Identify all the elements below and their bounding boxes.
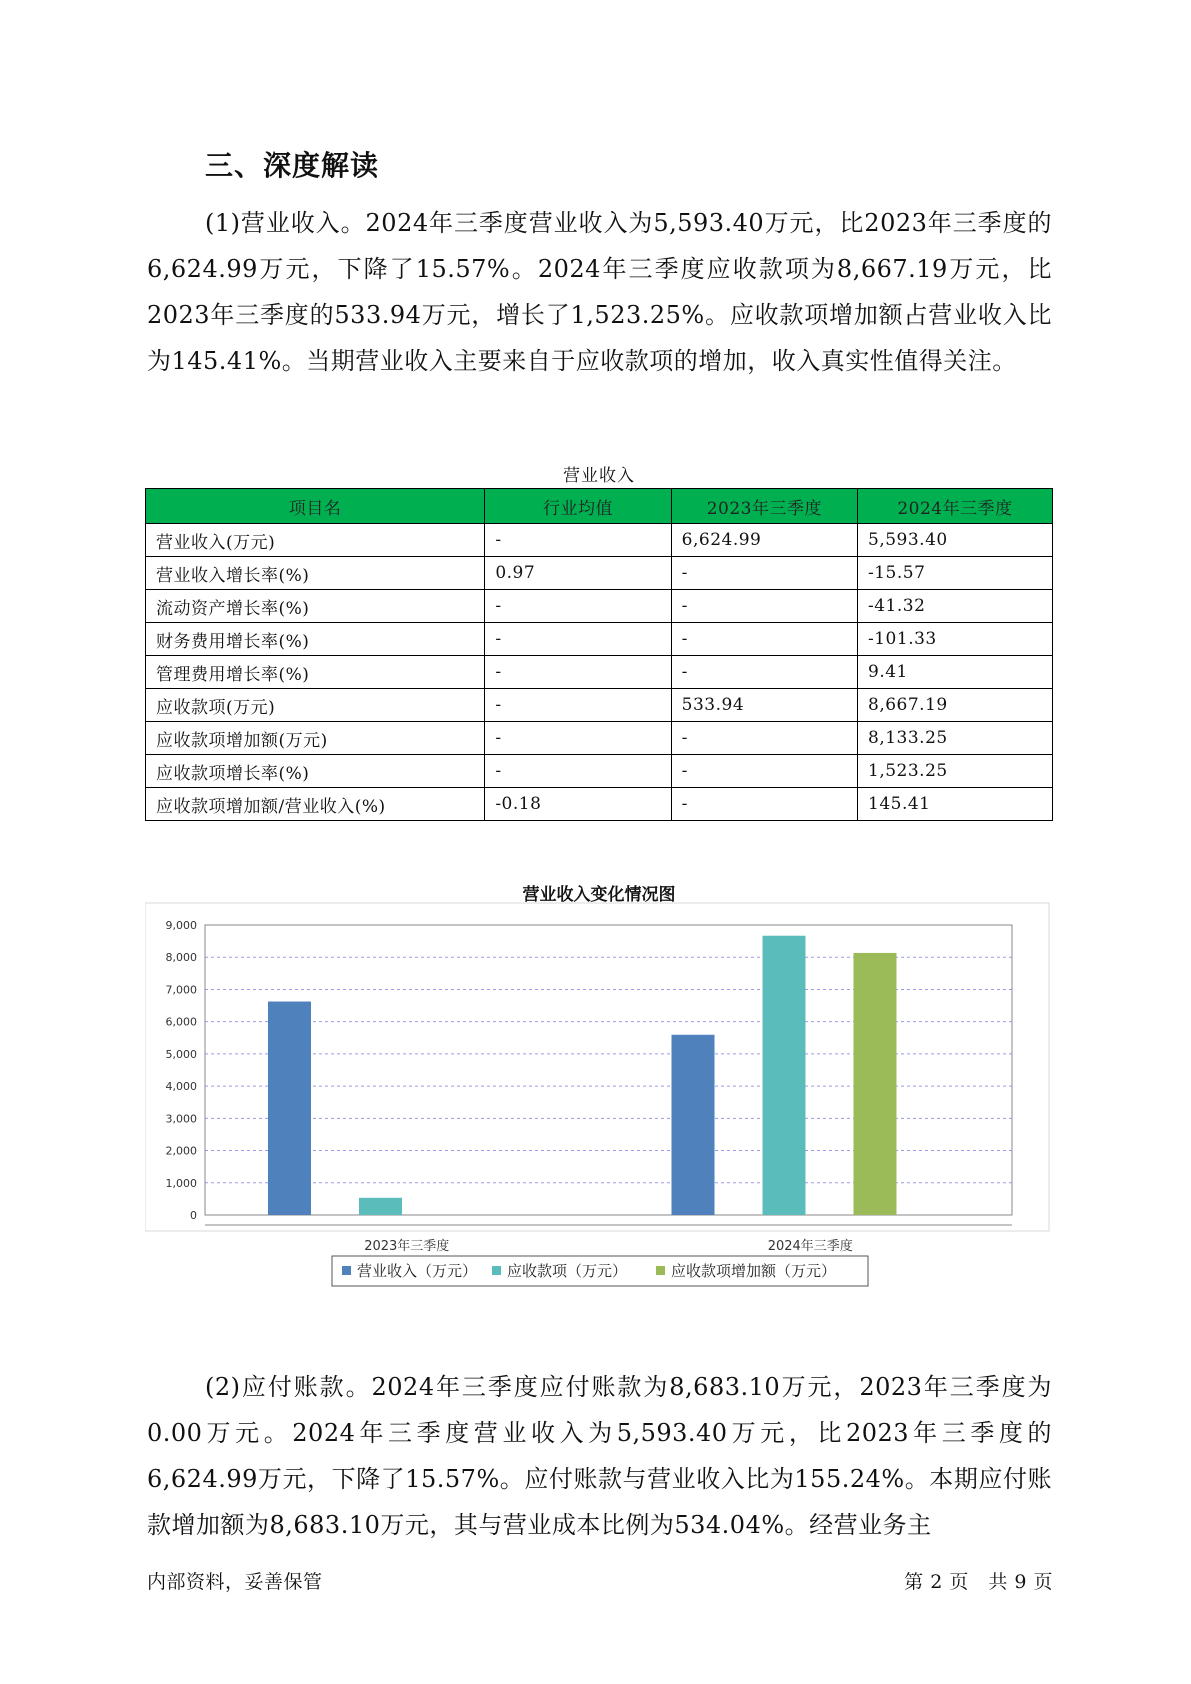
- cell-2023q3: -: [671, 623, 857, 656]
- cell-industry-avg: -: [485, 656, 671, 689]
- legend-swatch: [492, 1266, 501, 1275]
- cell-item: 营业收入增长率(%): [146, 557, 485, 590]
- cell-item: 应收款项增加额/营业收入(%): [146, 788, 485, 821]
- cell-item: 营业收入(万元): [146, 524, 485, 557]
- bar-2-1: [672, 1035, 715, 1215]
- cell-industry-avg: -: [485, 755, 671, 788]
- table-row: [146, 524, 1053, 557]
- y-tick-label: 9,000: [165, 919, 197, 932]
- table-row: [146, 722, 1053, 755]
- cell-industry-avg: -: [485, 722, 671, 755]
- cell-2024q3: 9.41: [858, 656, 1053, 689]
- revenue-bar-chart: [145, 900, 1053, 1330]
- bar-1-2: [359, 1198, 402, 1215]
- cell-industry-avg: -: [485, 623, 671, 656]
- y-tick-label: 2,000: [165, 1144, 197, 1158]
- table-row: [146, 656, 1053, 689]
- table-row: [146, 689, 1053, 722]
- table-caption: 营业收入: [563, 466, 635, 486]
- cell-industry-avg: -: [485, 590, 671, 623]
- cell-industry-avg: -: [485, 689, 671, 722]
- y-tick-label: 3,000: [165, 1112, 197, 1126]
- cell-industry-avg: -: [485, 524, 671, 557]
- cell-2024q3: -101.33: [858, 623, 1053, 656]
- cell-2023q3: -: [671, 656, 857, 689]
- y-tick-label: 4,000: [165, 1080, 197, 1094]
- cell-item: 应收款项(万元): [146, 689, 485, 722]
- y-tick-label: 0: [190, 1209, 197, 1222]
- bar-2-2: [763, 936, 806, 1215]
- bar-2-3: [854, 953, 897, 1215]
- cell-2024q3: -41.32: [858, 590, 1053, 623]
- cell-item: 管理费用增长率(%): [146, 656, 485, 689]
- header-2024q3: 2024年三季度: [858, 489, 1053, 524]
- y-tick-label: 7,000: [165, 983, 197, 997]
- cell-2023q3: -: [671, 590, 857, 623]
- revenue-table: [145, 488, 1053, 821]
- x-tick-label: 2024年三季度: [767, 1239, 853, 1254]
- cell-2024q3: 145.41: [858, 788, 1053, 821]
- cell-item: 流动资产增长率(%): [146, 590, 485, 623]
- cell-item: 财务费用增长率(%): [146, 623, 485, 656]
- header-2023q3: 2023年三季度: [671, 489, 857, 524]
- legend-label: 应收款项（万元）: [507, 1262, 628, 1280]
- section-heading: 三、深度解读: [205, 149, 380, 182]
- cell-2023q3: 533.94: [671, 689, 857, 722]
- bar-1-1: [268, 1002, 311, 1215]
- cell-item: 应收款项增加额(万元): [146, 722, 485, 755]
- cell-item: 应收款项增长率(%): [146, 755, 485, 788]
- y-tick-label: 5,000: [165, 1047, 197, 1061]
- table-header-row: [146, 489, 1053, 524]
- cell-2024q3: 5,593.40: [858, 524, 1053, 557]
- table-row: [146, 557, 1053, 590]
- legend-label: 营业收入（万元）: [357, 1262, 478, 1280]
- legend-swatch: [342, 1266, 351, 1275]
- cell-2023q3: 6,624.99: [671, 524, 857, 557]
- cell-2024q3: 8,667.19: [858, 689, 1053, 722]
- y-tick-label: 8,000: [165, 951, 197, 965]
- table-row: [146, 755, 1053, 788]
- cell-industry-avg: 0.97: [485, 557, 671, 590]
- header-industry-avg: 行业均值: [485, 489, 671, 524]
- cell-2023q3: -: [671, 722, 857, 755]
- paragraph-revenue: (1)营业收入。2024年三季度营业收入为5,593.40万元，比2023年三季度的6,624.99万元，下降了15.57%。2024年三季度应收款项为8,667.19万元，比2023年三季度的533.94万元，增长了1,523.25%。应收款项增加额占营业收入比为145.41%。当期营业收入主要来自于应收款项的增加，收入真实性值得关注。: [147, 209, 1052, 375]
- cell-2023q3: -: [671, 755, 857, 788]
- table-row: [146, 623, 1053, 656]
- cell-2024q3: 8,133.25: [858, 722, 1053, 755]
- chart-title: 营业收入变化情况图: [522, 885, 676, 905]
- cell-2024q3: -15.57: [858, 557, 1053, 590]
- cell-2024q3: 1,523.25: [858, 755, 1053, 788]
- y-tick-label: 6,000: [165, 1015, 197, 1029]
- y-tick-label: 1,000: [165, 1176, 197, 1190]
- cell-2023q3: -: [671, 788, 857, 821]
- footer-page-number: 第 2 页 共 9 页: [904, 1571, 1053, 1593]
- footer-confidential: 内部资料，妥善保管: [147, 1571, 323, 1593]
- legend-swatch: [656, 1266, 665, 1275]
- legend-label: 应收款项增加额（万元）: [671, 1262, 837, 1280]
- header-item-name: 项目名: [146, 489, 485, 524]
- x-tick-label: 2023年三季度: [364, 1239, 450, 1254]
- paragraph-payables: (2)应付账款。2024年三季度应付账款为8,683.10万元，2023年三季度为0.00万元。2024年三季度营业收入为5,593.40万元，比2023年三季度的6,624.99万元，下降了15.57%。应付账款与营业收入比为155.24%。本期应付账款增加额为8,683.10万元，其与营业成本比例为534.04%。经营业务主: [147, 1373, 1052, 1539]
- cell-industry-avg: -0.18: [485, 788, 671, 821]
- table-row: [146, 590, 1053, 623]
- cell-2023q3: -: [671, 557, 857, 590]
- table-row: [146, 788, 1053, 821]
